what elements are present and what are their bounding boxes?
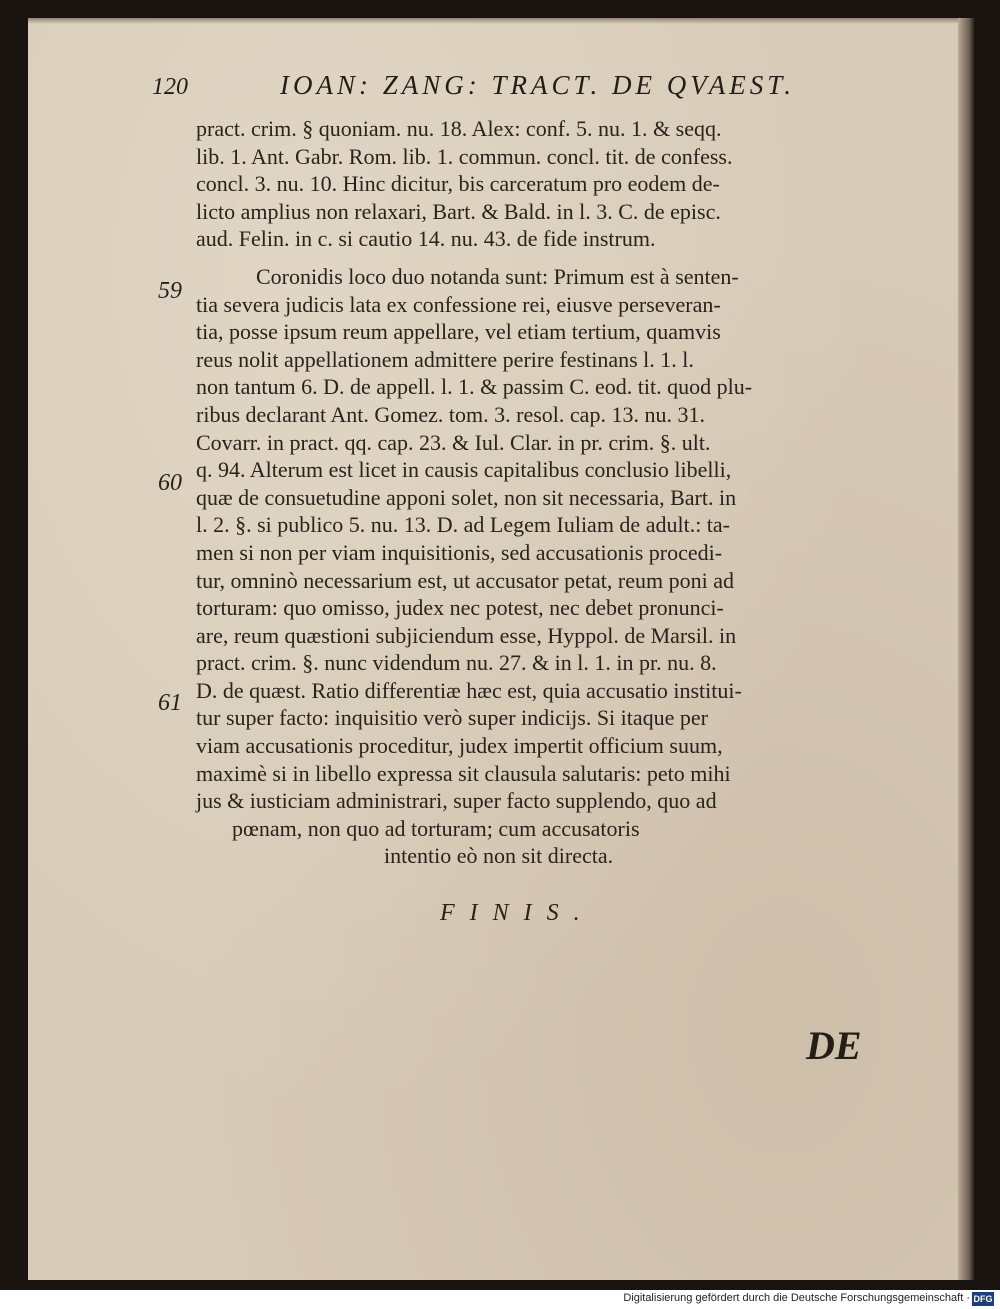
text-line: licto amplius non relaxari, Bart. & Bald. in l. 3. C. de episc. bbox=[196, 198, 721, 224]
text-line: pract. crim. § quoniam. nu. 18. Alex: conf. 5. nu. 1. & seqq. bbox=[196, 116, 722, 141]
dfg-logo: DFG bbox=[973, 1294, 993, 1304]
text-line: aud. Felin. in c. si cautio 14. nu. 43. de fide instrum. bbox=[196, 226, 656, 252]
text-line: viam accusationis proceditur, judex impertit officium suum, bbox=[196, 733, 723, 759]
text-line: are, reum quæstioni subjiciendum esse, Hyppol. de Marsil. in bbox=[196, 622, 737, 648]
footer bbox=[0, 1290, 1000, 1309]
text-line: reus nolit appellationem admittere perire festinans l. 1. l. bbox=[196, 346, 694, 372]
text-line: concl. 3. nu. 10. Hinc dicitur, bis carceratum pro eodem de- bbox=[196, 171, 720, 197]
running-title: IOAN: ZANG: TRACT. DE QVAEST. bbox=[280, 70, 795, 100]
text-line: pœnam, non quo ad torturam; cum accusatoris bbox=[232, 815, 640, 841]
text-line: jus & iusticiam administrari, super facto supplendo, quo ad bbox=[196, 788, 717, 814]
margin-number-60: 60 bbox=[158, 470, 182, 496]
page-top-edge bbox=[28, 18, 974, 24]
text-line: maximè si in libello expressa sit clausula salutaris: peto mihi bbox=[196, 760, 731, 786]
text-line: tia severa judicis lata ex confessione rei, eiusve perseveran- bbox=[196, 291, 721, 317]
page-number: 120 bbox=[152, 74, 188, 100]
running-head bbox=[152, 60, 795, 100]
text-line: D. de quæst. Ratio differentiæ hæc est, quia accusatio institui- bbox=[196, 677, 742, 703]
text-line: tur super facto: inquisitio verò super indicijs. Si itaque per bbox=[196, 705, 709, 731]
footer-credit: Digitalisierung gefördert durch die Deutsche Forschungsgemeinschaft · bbox=[623, 1292, 970, 1304]
text-line: tia, posse ipsum reum appellare, vel etiam tertium, quamvis bbox=[196, 319, 721, 345]
text-line: Coronidis loco duo notanda sunt: Primum est à senten- bbox=[256, 263, 739, 289]
text-line: non tantum 6. D. de appell. l. 1. & passim C. eod. tit. quod plu- bbox=[196, 374, 753, 400]
text-line: lib. 1. Ant. Gabr. Rom. lib. 1. commun. concl. tit. de confess. bbox=[196, 143, 733, 169]
margin-number-59: 59 bbox=[158, 278, 182, 304]
margin-number-61: 61 bbox=[158, 690, 182, 716]
text-line: q. 94. Alterum est licet in causis capitalibus conclusio libelli, bbox=[196, 457, 732, 483]
finis: FINIS. bbox=[440, 900, 595, 926]
text-line: tur, omninò necessarium est, ut accusator petat, reum poni ad bbox=[196, 567, 734, 593]
catchword: DE bbox=[806, 1023, 862, 1068]
text-line: pract. crim. §. nunc videndum nu. 27. & in l. 1. in pr. nu. 8. bbox=[196, 650, 717, 676]
text-line: torturam: quo omisso, judex nec potest, nec debet pronunci- bbox=[196, 595, 724, 621]
text-line: men si non per viam inquisitionis, sed accusationis procedi- bbox=[196, 539, 723, 565]
text-line: l. 2. §. si publico 5. nu. 13. D. ad Legem Iuliam de adult.: ta- bbox=[196, 512, 731, 538]
body-text bbox=[196, 115, 876, 870]
text-line: ribus declarant Ant. Gomez. tom. 3. resol. cap. 13. nu. 31. bbox=[196, 401, 705, 427]
text-line: quæ de consuetudine apponi solet, non sit necessaria, Bart. in bbox=[196, 484, 737, 510]
text-line: Covarr. in pract. qq. cap. 23. & Iul. Clar. in pr. crim. §. ult. bbox=[196, 429, 711, 455]
text-line: intentio eò non sit directa. bbox=[384, 843, 614, 869]
paragraph-gap bbox=[196, 253, 876, 263]
page-binding-edge bbox=[958, 18, 974, 1280]
